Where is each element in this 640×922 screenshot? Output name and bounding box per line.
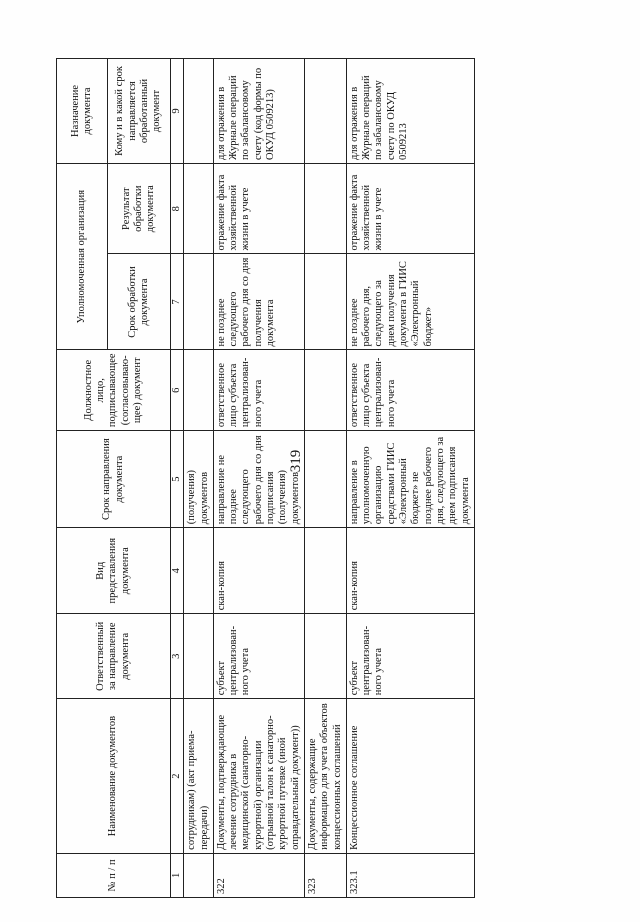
presentation-form: скан-копия	[346, 528, 474, 614]
processing-result	[184, 163, 214, 254]
page-number: 319	[288, 449, 304, 473]
presentation-form	[184, 528, 214, 614]
rotated-document-table	[56, 58, 611, 898]
row-number	[184, 853, 214, 897]
document-name: Документы, содержащие информацию для учета объектов концессионных соглашений	[304, 699, 346, 854]
header-col-3: Ответственный за направление документа	[57, 614, 171, 699]
row-number: 323	[304, 853, 346, 897]
presentation-form	[304, 528, 346, 614]
column-number-row	[171, 59, 184, 898]
send-term: направление в уполномоченную организацию средствами ГИИС «Электронный бюджет» не позднее рабочего дня, следующего за днем подписания документа	[346, 431, 474, 528]
col-number: 3	[171, 614, 184, 699]
table-row	[346, 59, 474, 898]
header-col-9: Кому и в какой срок направляется обработанный документ	[108, 59, 171, 164]
send-term: (получения) документов	[184, 431, 214, 528]
responsible-party	[304, 614, 346, 699]
responsible-party: субъект централизован-ного учета	[213, 614, 304, 699]
header-col-5: Срок направления документа	[57, 431, 171, 528]
header-row-top	[57, 59, 108, 898]
header-col-4: Вид представления документа	[57, 528, 171, 614]
header-document-purpose: Назначение документа	[57, 59, 108, 164]
header-col-6: Должностное лицо, подписывающее (согласовываю-щее) документ	[57, 350, 171, 431]
col-number: 8	[171, 163, 184, 254]
col-number: 4	[171, 528, 184, 614]
signer	[304, 350, 346, 431]
document-name: Концессионное соглашение	[346, 699, 474, 854]
document-name: сотрудникам) (акт приема-передачи)	[184, 699, 214, 854]
send-term: направление не позднее следующего рабочего дня со дня подписания (получения) документов	[213, 431, 304, 528]
recipient	[184, 59, 214, 164]
processing-term	[304, 254, 346, 350]
table-row	[213, 59, 304, 898]
header-col-2: Наименование документов	[57, 699, 171, 854]
col-number: 2	[171, 699, 184, 854]
row-number: 323.1	[346, 853, 474, 897]
presentation-form: скан-копия	[213, 528, 304, 614]
signer: ответственное лицо субъекта централизован-ного учета	[213, 350, 304, 431]
col-number: 6	[171, 350, 184, 431]
recipient: для отражения в Журнале операций по забалансовому счету по ОКУД 0509213	[346, 59, 474, 164]
responsible-party	[184, 614, 214, 699]
document-flow-table	[56, 58, 475, 898]
processing-result	[304, 163, 346, 254]
col-number: 9	[171, 59, 184, 164]
header-authorized-organization: Уполномоченная организация	[57, 163, 108, 350]
recipient	[304, 59, 346, 164]
processing-term: не позднее рабочего дня, следующего за днем получения документа в ГИИС «Электронный бюджет»	[346, 254, 474, 350]
recipient: для отражения в Журнале операций по забалансовому счету (код формы по ОКУД 0509213)	[213, 59, 304, 164]
signer: ответственное лицо субъекта централизован-ного учета	[346, 350, 474, 431]
processing-term	[184, 254, 214, 350]
col-number: 7	[171, 254, 184, 350]
header-col-7: Срок обработки документа	[108, 254, 171, 350]
processing-result: отражение факта хозяйственной жизни в учете	[213, 163, 304, 254]
col-number: 1	[171, 853, 184, 897]
table-row	[184, 59, 214, 898]
processing-term: не позднее следующего рабочего дня со дня получения документа	[213, 254, 304, 350]
signer	[184, 350, 214, 431]
col-number: 5	[171, 431, 184, 528]
processing-result: отражение факта хозяйственной жизни в учете	[346, 163, 474, 254]
document-name: Документы, подтверждающие лечение сотрудника в медицинской (санаторно-курортной) организации (отрывной талон к санаторно-курортной путевке (иной оправдательный документ))	[213, 699, 304, 854]
responsible-party: субъект централизован-ного учета	[346, 614, 474, 699]
header-col-8: Результат обработки документа	[108, 163, 171, 254]
row-number: 322	[213, 853, 304, 897]
send-term	[304, 431, 346, 528]
table-row	[304, 59, 346, 898]
header-col-1: № п / п	[57, 853, 171, 897]
